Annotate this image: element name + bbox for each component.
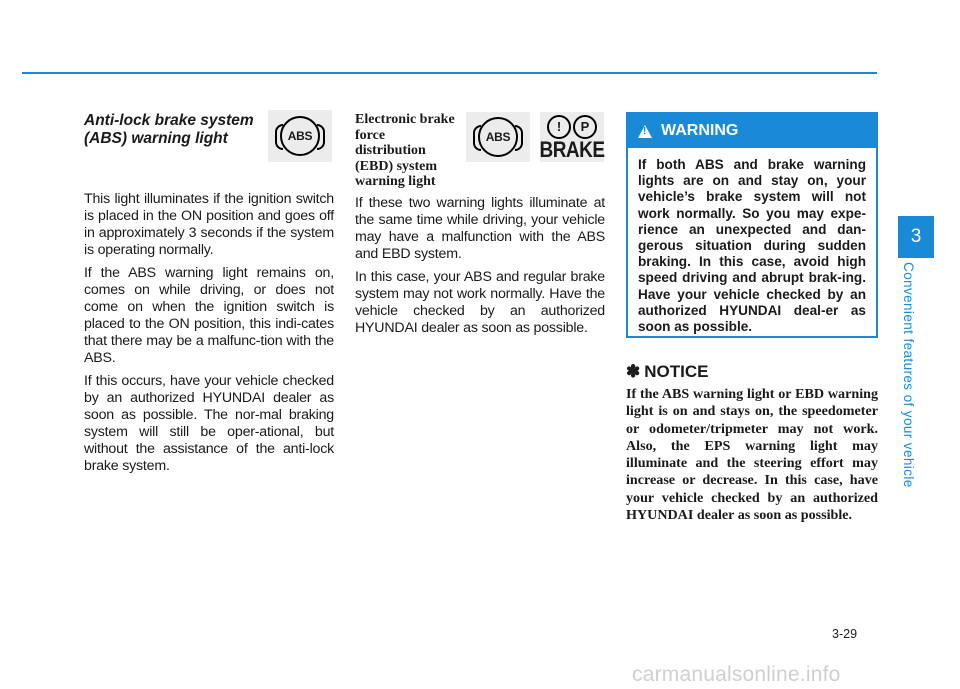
brake-warning-icon bbox=[540, 112, 604, 162]
warning-header bbox=[628, 114, 876, 148]
abs-paragraph-1: This light illuminates if the ignition switch is placed in the ON position and goes off in approximately 3 seconds if the system is operating normally. bbox=[84, 191, 334, 258]
notice-heading bbox=[626, 362, 708, 382]
ebd-abs-icon-label: ABS bbox=[485, 130, 511, 144]
brake-icon-label: BRAKE bbox=[539, 137, 605, 163]
exclamation-icon: ! bbox=[547, 115, 571, 139]
abs-section bbox=[84, 112, 334, 481]
notice-body: If the ABS warning light or EBD warning light is on and stays on, the speedometer or odometer/tripmeter may not work. Also, the EPS warning light may illuminate and the steering effort may increase or decrease. In this case, have your vehicle checked by an authorized HYUNDAI dealer as soon as possible. bbox=[626, 386, 878, 524]
abs-paragraph-3: If this occurs, have your vehicle checked by an authorized HYUNDAI dealer as soon as possible. The nor-mal braking system will still be oper-ational, but without the assistance of the anti-lock brake system. bbox=[84, 373, 334, 474]
warning-box bbox=[626, 112, 878, 338]
top-rule bbox=[22, 72, 877, 74]
chapter-tab: 3 bbox=[898, 216, 934, 258]
ebd-heading: Electronic brake force distribution (EBD) system warning light bbox=[355, 112, 455, 189]
abs-heading: Anti-lock brake system (ABS) warning light bbox=[84, 112, 254, 147]
parking-icon: P bbox=[573, 115, 597, 139]
abs-warning-icon bbox=[268, 110, 332, 162]
watermark: carmanualsonline.info bbox=[632, 663, 841, 686]
page-number: 3-29 bbox=[832, 627, 858, 641]
ebd-paragraph-2: In this case, your ABS and regular brake system may not work normally. Have the vehicle checked by an authorized HYUNDAI dealer as soon as possible. bbox=[355, 268, 605, 336]
warning-triangle-icon bbox=[638, 125, 652, 138]
chapter-title: Convenient features of your vehicle bbox=[901, 262, 916, 488]
notice-star-icon: ✽ bbox=[626, 362, 641, 381]
ebd-abs-icon bbox=[466, 112, 530, 162]
warning-title: WARNING bbox=[661, 122, 739, 139]
notice-title: NOTICE bbox=[644, 362, 709, 381]
abs-paragraph-2: If the ABS warning light remains on, comes on while driving, or does not come on when the ignition switch is placed to the ON position, this indi-cates that there may be a malfunc-tion with the ABS. bbox=[84, 265, 334, 366]
warning-body: If both ABS and brake warning lights are on and stay on, your vehicle’s brake system will not work normally. So you may expe-rience an unexpected and dan-gerous situation during sudden braking. In this case, avoid high speed driving and abrupt brak-ing. Have your vehicle checked by an authorized HYUNDAI deal-er as soon as possible. bbox=[638, 157, 866, 335]
ebd-paragraph-1: If these two warning lights illuminate at the same time while driving, your vehicle may have a malfunction with the ABS and EBD system. bbox=[355, 194, 605, 262]
abs-icon-label: ABS bbox=[287, 129, 313, 143]
